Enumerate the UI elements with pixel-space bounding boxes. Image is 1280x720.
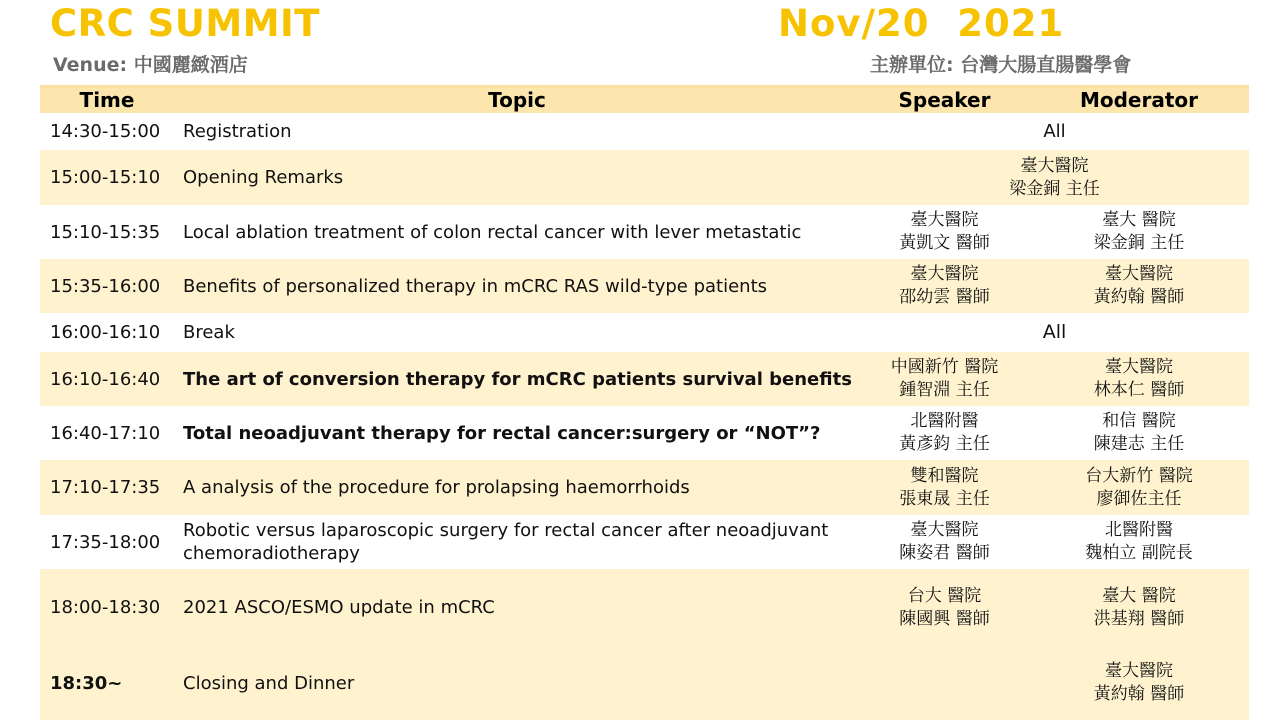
venue-label: Venue: 中國麗緻酒店: [53, 54, 248, 76]
row-time: 16:00-16:10: [50, 322, 161, 343]
speaker-name: 陳姿君 醫師: [899, 543, 990, 563]
row-speaker: [860, 515, 1029, 569]
row-topic: Break: [183, 322, 235, 343]
speaker-affiliation: 北醫附醫: [910, 411, 979, 431]
row-topic: Local ablation treatment of colon rectal cancer with lever metastatic: [183, 221, 802, 243]
column-header-time: Time: [79, 88, 135, 112]
row-topic: A analysis of the procedure for prolapsing haemorrhoids: [183, 477, 690, 498]
row-moderator: [1029, 205, 1249, 259]
row-time: 14:30-15:00: [50, 121, 161, 142]
row-time: 17:35-18:00: [50, 531, 161, 553]
table-row: [40, 113, 1249, 150]
organizer-label: 主辦單位: 台灣大腸直腸醫學會: [870, 54, 1132, 76]
speaker-name: 張東晟 主任: [899, 488, 990, 509]
moderator-name: 黃約翰 醫師: [1093, 684, 1185, 704]
speaker-affiliation: 臺大醫院: [910, 520, 979, 540]
row-time: 16:10-16:40: [50, 368, 161, 390]
row-moderator: [1029, 569, 1249, 646]
moderator-name: 林本仁 醫師: [1093, 380, 1185, 400]
row-speaker: [860, 646, 1029, 720]
row-time: 17:10-17:35: [50, 477, 161, 498]
host-name: 梁金銅 主任: [1009, 178, 1100, 199]
table-row: [40, 569, 1249, 646]
table-row: [40, 352, 1249, 406]
row-moderator: [1029, 406, 1249, 460]
row-speaker: [860, 259, 1029, 313]
moderator-affiliation: 和信 醫院: [1102, 411, 1176, 431]
row-speaker: [860, 352, 1029, 406]
column-header-moderator: Moderator: [1079, 88, 1199, 112]
speaker-name: 邵幼雲 醫師: [899, 287, 990, 307]
topic-line-1: Robotic versus laparoscopic surgery for rectal cancer after neoadjuvant: [183, 520, 829, 541]
table-row: [40, 406, 1249, 460]
column-header-speaker: Speaker: [898, 88, 991, 112]
event-title: CRC SUMMIT: [50, 2, 321, 45]
row-moderator: [1029, 515, 1249, 569]
moderator-name: 魏柏立 副院長: [1085, 543, 1193, 563]
speaker-affiliation: 臺大醫院: [910, 210, 979, 230]
row-speaker: [860, 569, 1029, 646]
row-speaker: [860, 205, 1029, 259]
column-header-topic: Topic: [488, 88, 546, 112]
speaker-name: 黃凱文 醫師: [899, 233, 990, 253]
table-row: [40, 460, 1249, 515]
moderator-affiliation: 北醫附醫: [1105, 520, 1173, 540]
table-row: [40, 515, 1249, 569]
row-topic: Opening Remarks: [183, 167, 344, 188]
moderator-name: 黃約翰 醫師: [1093, 287, 1185, 307]
row-time: 15:00-15:10: [50, 167, 161, 188]
speaker-name: 鍾智淵 主任: [899, 380, 990, 400]
moderator-affiliation: 臺大醫院: [1105, 661, 1173, 681]
moderator-name: 梁金銅 主任: [1093, 233, 1185, 253]
speaker-affiliation: 中國新竹 醫院: [890, 357, 999, 377]
row-topic: Total neoadjuvant therapy for rectal cancer:surgery or “NOT”?: [183, 422, 821, 444]
row-topic: Closing and Dinner: [183, 672, 355, 694]
row-moderator: [1029, 352, 1249, 406]
table-row: [40, 205, 1249, 259]
row-topic: Registration: [183, 121, 292, 142]
row-topic: 2021 ASCO/ESMO update in mCRC: [183, 597, 495, 618]
row-topic: Benefits of personalized therapy in mCRC RAS wild-type patients: [183, 275, 768, 297]
moderator-name: 陳建志 主任: [1093, 434, 1185, 454]
host-affiliation: 臺大醫院: [1020, 155, 1089, 176]
table-row: [40, 646, 1249, 720]
speaker-name: 陳國興 醫師: [899, 608, 990, 629]
topic-line-2: chemoradiotherapy: [183, 543, 360, 564]
table-header-row: [40, 88, 1249, 113]
row-time: 16:40-17:10: [50, 422, 161, 444]
moderator-name: 洪基翔 醫師: [1093, 608, 1185, 629]
row-time: 18:30~: [50, 672, 123, 694]
row-time: 15:10-15:35: [50, 221, 161, 243]
row-moderator: [1029, 460, 1249, 515]
row-moderator: [1029, 646, 1249, 720]
speaker-affiliation: 臺大醫院: [910, 264, 979, 284]
moderator-affiliation: 臺大 醫院: [1102, 210, 1176, 230]
table-row: [40, 150, 1249, 205]
row-host: [860, 150, 1249, 205]
speaker-name: 黃彥鈞 主任: [899, 434, 990, 454]
row-all-label: All: [1042, 321, 1067, 343]
moderator-affiliation: 臺大醫院: [1105, 357, 1173, 377]
row-moderator: [1029, 259, 1249, 313]
speaker-affiliation: 雙和醫院: [910, 465, 979, 486]
row-all-label: All: [1043, 121, 1066, 142]
agenda-table: [40, 88, 1249, 720]
row-topic: The art of conversion therapy for mCRC patients survival benefits: [183, 368, 852, 390]
event-date: Nov/20 2021: [778, 2, 1065, 45]
moderator-affiliation: 台大新竹 醫院: [1085, 465, 1193, 486]
row-time: 18:00-18:30: [50, 597, 161, 618]
moderator-name: 廖御佐主任: [1096, 488, 1182, 509]
row-speaker: [860, 460, 1029, 515]
moderator-affiliation: 臺大醫院: [1105, 264, 1173, 284]
row-topic: [174, 515, 860, 569]
table-row: [40, 313, 1249, 352]
row-speaker: [860, 406, 1029, 460]
row-time: 15:35-16:00: [50, 275, 161, 297]
moderator-affiliation: 臺大 醫院: [1102, 585, 1176, 606]
table-row: [40, 259, 1249, 313]
speaker-affiliation: 台大 醫院: [907, 585, 982, 606]
